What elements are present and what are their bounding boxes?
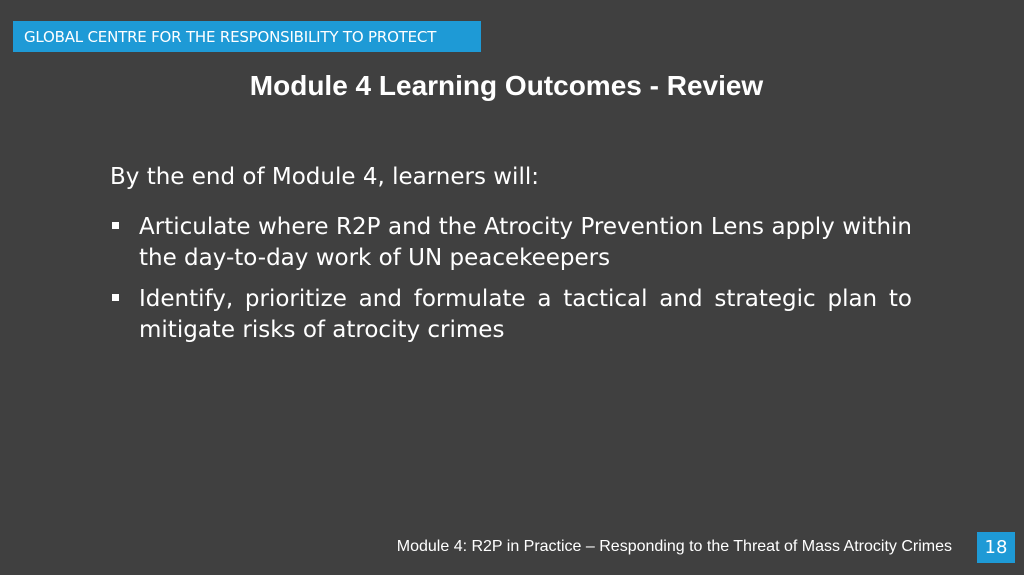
page-number: 18 [984,537,1008,558]
page-number-badge [977,532,1015,563]
outcome-text: Articulate where R2P and the Atrocity Prevention Lens apply within the day-to-day work of UN peacekeepers [139,214,912,271]
intro-text: By the end of Module 4, learners will: [110,164,539,190]
organization-name: GLOBAL CENTRE FOR THE RESPONSIBILITY TO PROTECT [24,27,437,46]
footer-module-title: Module 4: R2P in Practice – Responding to the Threat of Mass Atrocity Crimes [396,538,952,555]
square-bullet-icon [112,222,119,229]
outcome-text: Identify, prioritize and formulate a tactical and strategic plan to mitigate risks of atrocity crimes [139,286,912,343]
square-bullet-icon [112,294,119,301]
slide-title: Module 4 Learning Outcomes - Review [249,70,764,101]
list-item [110,212,912,274]
learning-outcomes-list [110,212,912,356]
organization-banner [13,21,481,52]
list-item [110,284,912,346]
